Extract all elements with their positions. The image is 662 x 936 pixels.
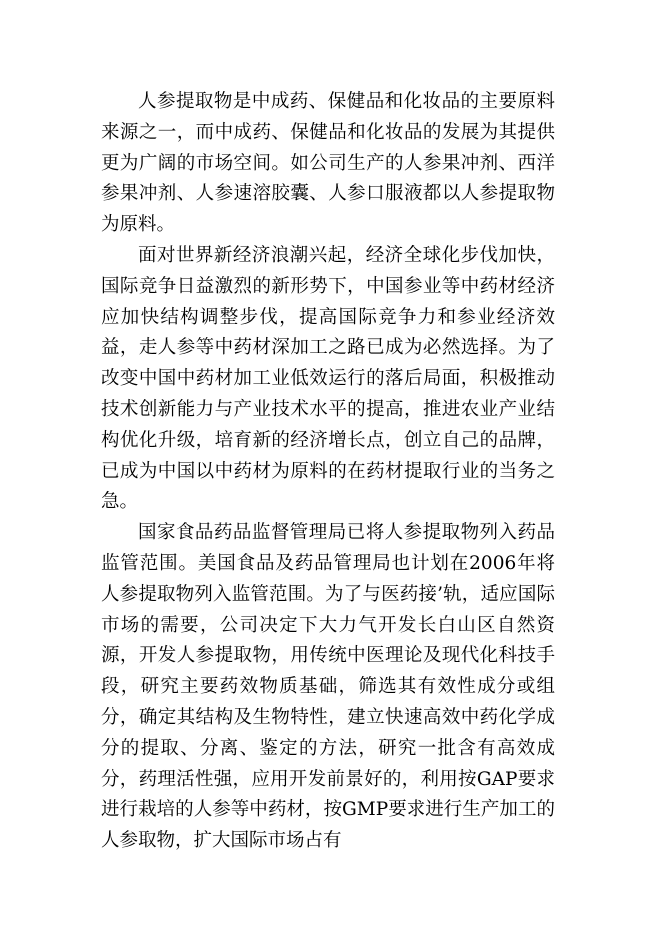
document-body	[101, 87, 555, 857]
paragraph-industry-restructuring: 面对世界新经济浪潮兴起，经济全球化步伐加快，国际竞争日益激烈的新形势下，中国参业等中药材经济应加快结构调整步伐，提高国际竞争力和参业经济效益，走人参等中药材深加工之路已成为必然选择。为了改变中国中药材加工业低效运行的落后局面，积极推动技术创新能力与产业技术水平的提高，推进农业产业结构优化升级，培育新的经济增长点，创立自己的品牌，已成为中国以中药材为原料的在药材提取行业的当务之急。	[101, 244, 555, 513]
paragraph-regulation-and-development: 国家食品药品监督管理局已将人参提取物列入药品监管范围。美国食品及药品管理局也计划在2006年将人参提取物列入监管范围。为了与医药接’轨，适应国际市场的需要，公司决定下大力气开发长白山区自然资源，开发人参提取物，用传统中医理论及现代化科技手段，研究主要药效物质基础，筛选其有效性成分或组分，确定其结构及生物特性，建立快速高效中药化学成分的提取、分离、鉴定的方法，研究一批含有高效成分，药理活性强，应用开发前景好的，利用按GAP要求进行栽培的人参等中药材，按GMP要求进行生产加工的人参取物，扩大国际市场占有	[101, 522, 555, 852]
paragraph-ginseng-extract-uses: 人参提取物是中成药、保健品和化妆品的主要原料来源之一，而中成药、保健品和化妆品的发展为其提供更为广阔的市场空间。如公司生产的人参果冲剂、西洋参果冲剂、人参速溶胶囊、人参口服液都以人参提取物为原料。	[101, 91, 555, 236]
